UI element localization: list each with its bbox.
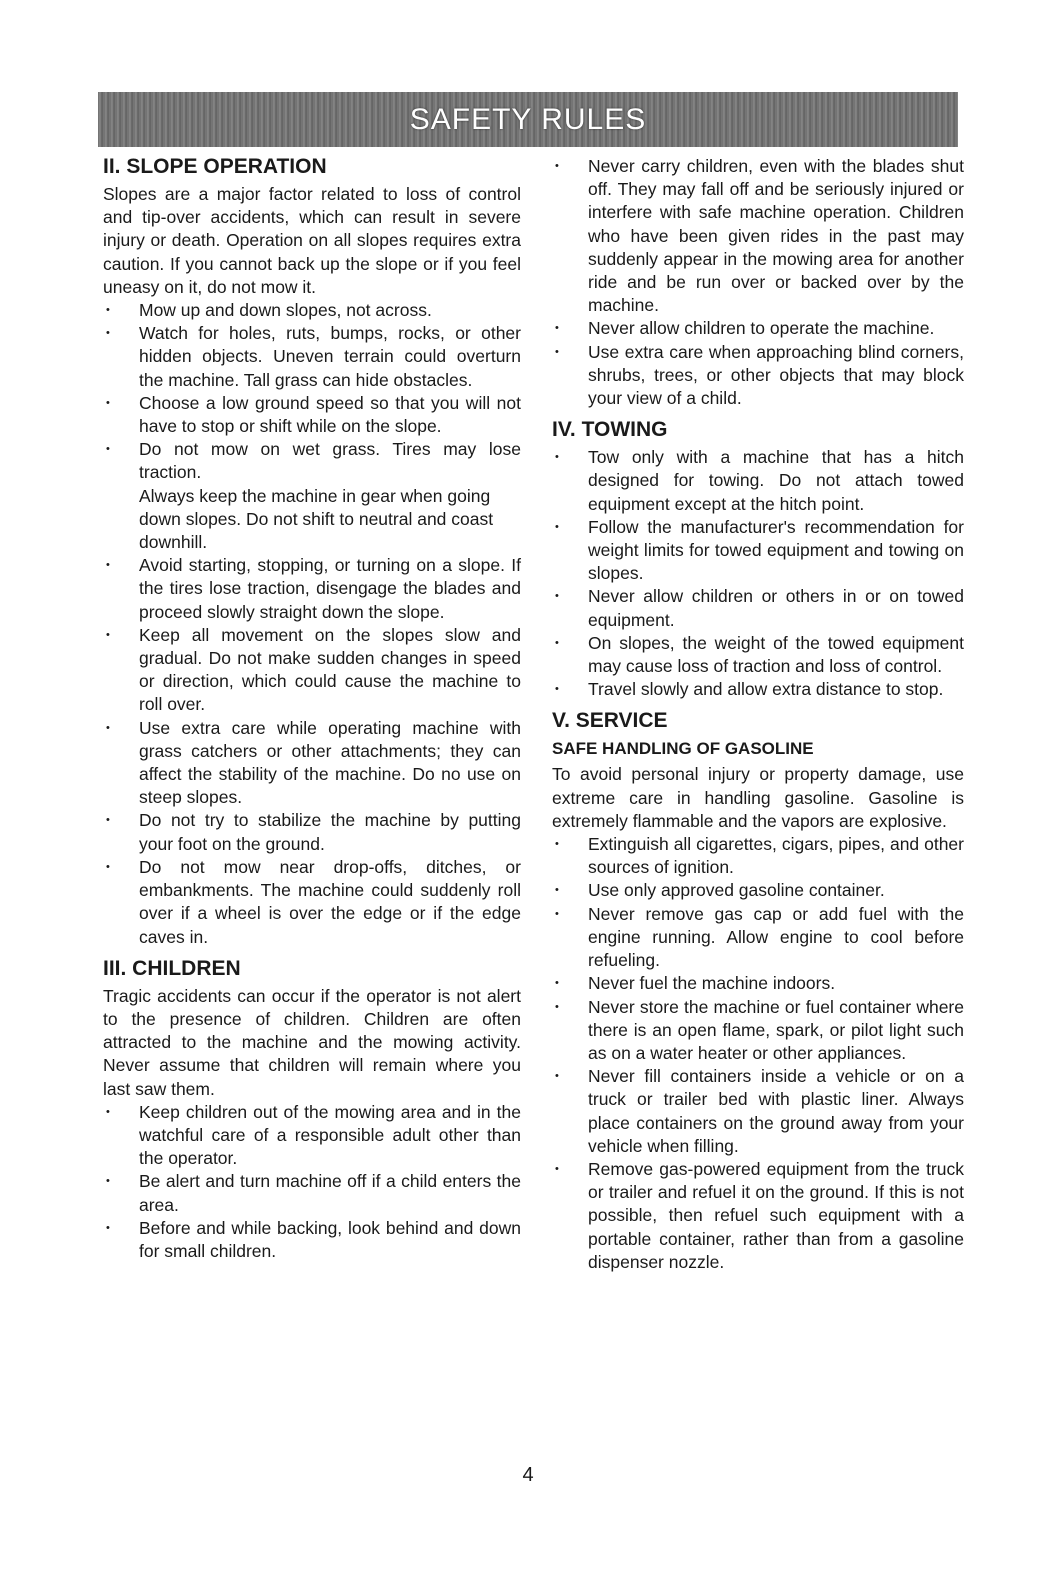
list-item: • Use only approved gasoline container. <box>552 879 964 902</box>
list-item: • Never fill containers inside a vehicle or on a truck or trailer bed with plastic liner. Always place containers on the ground away from your vehicle when filling. <box>552 1065 964 1158</box>
right-column <box>552 155 964 1274</box>
list-item: • Mow up and down slopes, not across. <box>103 299 521 322</box>
slope-continuation: Always keep the machine in gear when going down slopes. Do not shift to neutral and coast downhill. <box>139 485 494 553</box>
children-heading: III. CHILDREN <box>103 956 241 980</box>
list-item: • Follow the manufacturer's recommendation for weight limits for towed equipment and towing on slopes. <box>552 516 964 586</box>
gasoline-subheading: SAFE HANDLING OF GASOLINE <box>552 739 814 759</box>
list-item: • Extinguish all cigarettes, cigars, pipes, and other sources of ignition. <box>552 833 964 879</box>
list-item: • Do not try to stabilize the machine by putting your foot on the ground. <box>103 809 521 855</box>
section-slope-operation <box>103 155 521 949</box>
list-item: • Remove gas-powered equipment from the truck or trailer and refuel it on the ground. If this is not possible, then refuel such equipment with a portable container, rather than from a gasoline dispenser nozzle. <box>552 1158 964 1274</box>
safety-rules-banner <box>98 92 958 147</box>
list-item: • Keep all movement on the slopes slow and gradual. Do not make sudden changes in speed or direction, which could cause the machine to roll over. <box>103 624 521 717</box>
list-item: • Never allow children to operate the machine. <box>552 317 964 340</box>
list-item: • Choose a low ground speed so that you will not have to stop or shift while on the slope. <box>103 392 521 438</box>
list-item: • Never allow children or others in or on towed equipment. <box>552 585 964 631</box>
list-item: • On slopes, the weight of the towed equipment may cause loss of traction and loss of control. <box>552 632 964 678</box>
list-item: • Before and while backing, look behind and down for small children. <box>103 1217 521 1263</box>
service-list <box>552 833 964 1274</box>
page-number: 4 <box>522 1464 534 1486</box>
list-item: • Use extra care while operating machine with grass catchers or other attachments; they can affect the stability of the machine. Do no use on steep slopes. <box>103 717 521 810</box>
list-item: • Never carry children, even with the blades shut off. They may fall off and be seriously injured or interfere with safe machine operation. Children who have been given rides in the past may suddenly appear in the mowing area for another ride and be run over or backed over by the machine. <box>552 155 964 317</box>
list-item: • Never store the machine or fuel container where there is an open flame, spark, or pilot light such as on a water heater or other appliances. <box>552 996 964 1066</box>
section-towing <box>552 418 964 701</box>
slope-list <box>103 299 521 485</box>
children-list <box>103 1101 521 1263</box>
left-column <box>103 155 521 1263</box>
list-item: • Use extra care when approaching blind corners, shrubs, trees, or other objects that may block your view of a child. <box>552 341 964 411</box>
list-item: • Avoid starting, stopping, or turning on a slope. If the tires lose traction, disengage the blades and proceed slowly straight down the slope. <box>103 554 521 624</box>
list-item: • Watch for holes, ruts, bumps, rocks, or other hidden objects. Uneven terrain could overturn the machine. Tall grass can hide obstacles. <box>103 322 521 392</box>
list-item: • Never remove gas cap or add fuel with the engine running. Allow engine to cool before refueling. <box>552 903 964 973</box>
banner-title: SAFETY RULES <box>409 102 647 136</box>
list-item: • Never fuel the machine indoors. <box>552 972 964 995</box>
towing-heading: IV. TOWING <box>552 418 668 442</box>
service-heading: V. SERVICE <box>552 709 668 733</box>
slope-list-2 <box>103 554 521 948</box>
section-children <box>103 957 521 1263</box>
list-item: • Do not mow near drop-offs, ditches, or embankments. The machine could suddenly roll over if a wheel is over the edge or if the edge caves in. <box>103 856 521 949</box>
section-service <box>552 709 964 1273</box>
towing-list <box>552 446 964 701</box>
children-list-continued <box>552 155 964 410</box>
list-item: • Do not mow on wet grass. Tires may lose traction. <box>103 438 521 484</box>
list-item: • Keep children out of the mowing area and in the watchful care of a responsible adult other than the operator. <box>103 1101 521 1171</box>
slope-intro: Slopes are a major factor related to loss of control and tip-over accidents, which can result in severe injury or death. Operation on all slopes requires extra caution. If you cannot back up the slope or if you feel uneasy on it, do not mow it. <box>103 184 521 297</box>
slope-heading: II. SLOPE OPERATION <box>103 155 327 178</box>
service-intro: To avoid personal injury or property damage, use extreme care in handling gasoline. Gasoline is extremely flammable and the vapors are explosive. <box>552 764 964 831</box>
children-intro: Tragic accidents can occur if the operator is not alert to the presence of children. Children are often attracted to the machine and the mowing activity. Never assume that children will remain where you last saw them. <box>103 985 521 1099</box>
list-item: • Tow only with a machine that has a hitch designed for towing. Do not attach towed equipment except at the hitch point. <box>552 446 964 516</box>
list-item: • Travel slowly and allow extra distance to stop. <box>552 678 964 701</box>
list-item: • Be alert and turn machine off if a child enters the area. <box>103 1170 521 1216</box>
